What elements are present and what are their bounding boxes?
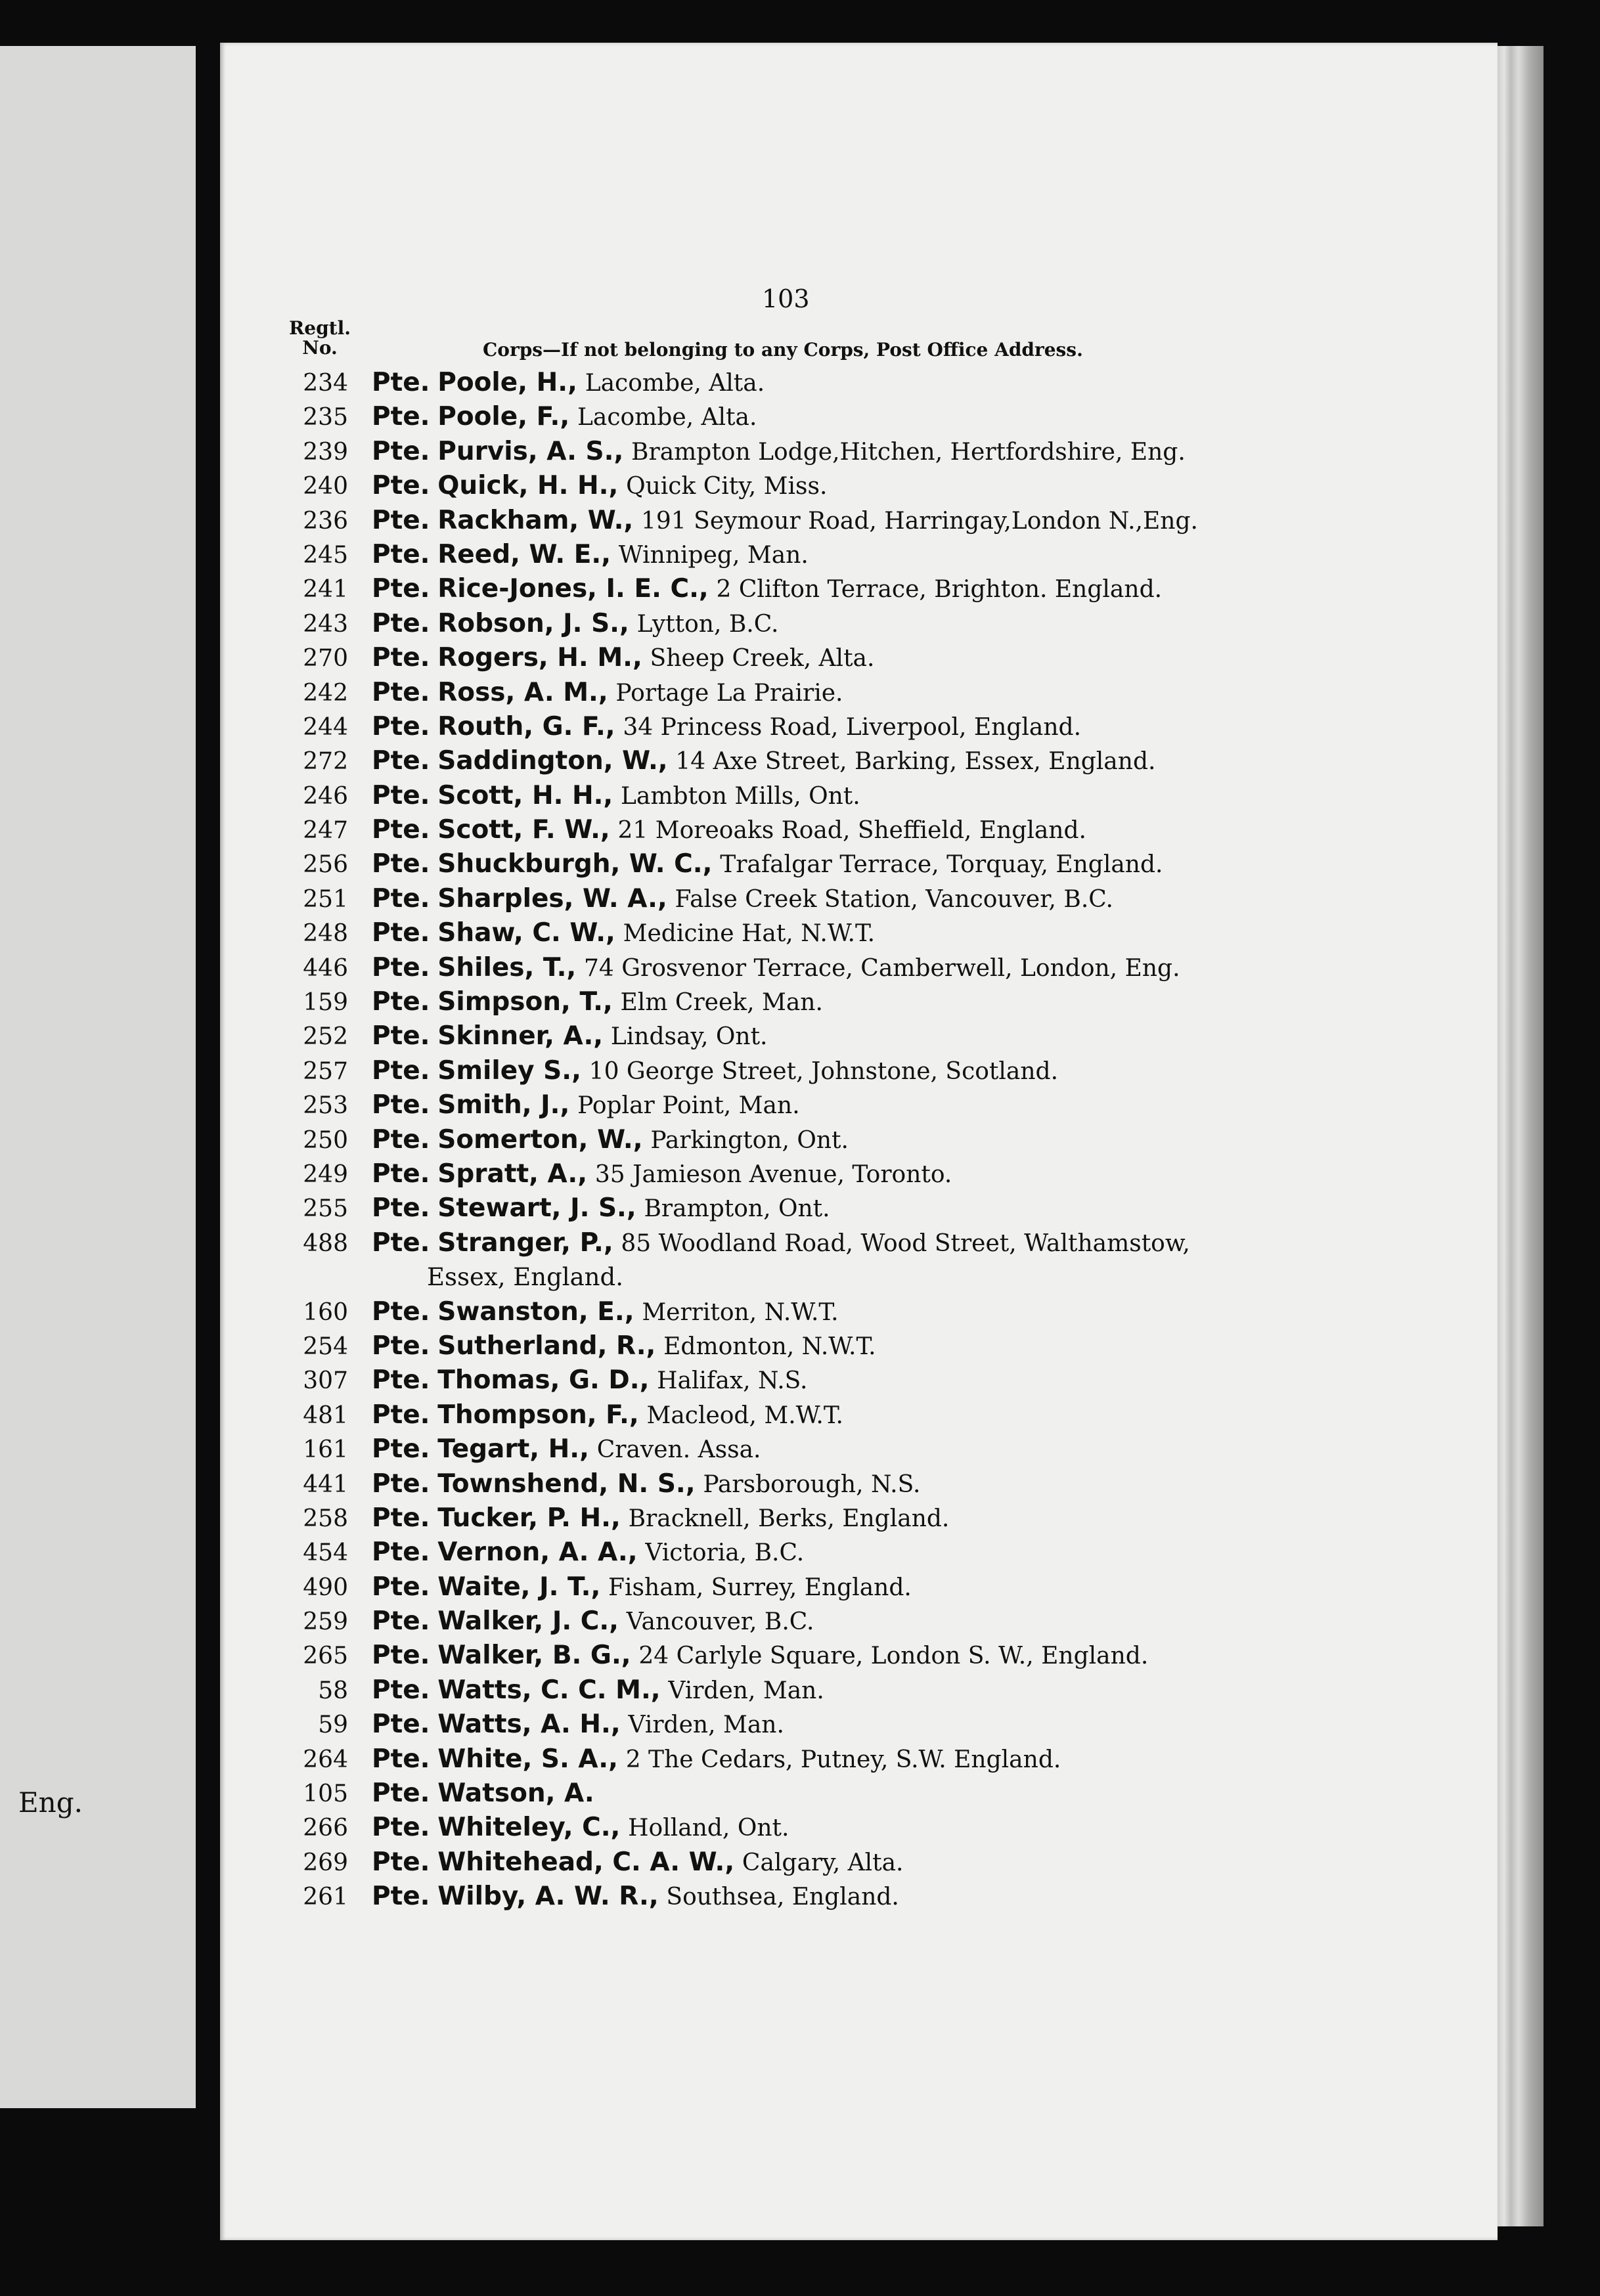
- rank: Pte.: [372, 987, 430, 1017]
- regimental-number: 490: [303, 1574, 348, 1601]
- roster-entry: [289, 1673, 1327, 1708]
- roster-entry: [289, 1019, 1327, 1053]
- entry-text: [372, 366, 765, 401]
- soldier-name: Stewart, J. S.,: [437, 1193, 636, 1224]
- regimental-number: 270: [303, 645, 348, 673]
- soldier-name: Rogers, H. M.,: [437, 643, 642, 673]
- rank: Pte.: [372, 1021, 430, 1051]
- entry-text: [372, 1570, 912, 1605]
- rank: Pte.: [372, 1572, 430, 1602]
- regimental-number: 241: [303, 576, 348, 604]
- post-office-address: 74 Grosvenor Terrace, Camberwell, London, Eng.: [584, 954, 1180, 982]
- soldier-name: Somerton, W.,: [437, 1124, 643, 1155]
- roster-entry: [289, 916, 1327, 950]
- rank: Pte.: [372, 883, 430, 914]
- regimental-number: 251: [303, 885, 348, 913]
- entry-text: [372, 1295, 839, 1330]
- roster-entry: [289, 847, 1327, 881]
- regimental-number: 256: [303, 851, 348, 879]
- entry-text: [372, 1432, 761, 1467]
- soldier-name: Reed, W. E.,: [437, 539, 611, 569]
- page-edges: [1498, 46, 1544, 2226]
- address-continuation: Essex, England.: [427, 1263, 623, 1292]
- roster-entry: [289, 1742, 1327, 1777]
- soldier-name: Swanston, E.,: [437, 1296, 634, 1327]
- entry-text: [372, 469, 827, 504]
- soldier-name: Skinner, A.,: [437, 1021, 604, 1051]
- roster-entry: [289, 1570, 1327, 1604]
- post-office-address: Brampton, Ont.: [644, 1195, 830, 1223]
- entry-text: [372, 1742, 1061, 1777]
- post-office-address: 2 Clifton Terrace, Brighton. England.: [716, 576, 1163, 604]
- regimental-number: 58: [318, 1677, 348, 1704]
- soldier-name: Sharples, W. A.,: [437, 883, 667, 914]
- soldier-name: Tegart, H.,: [437, 1434, 589, 1465]
- entry-text: [372, 1226, 1190, 1261]
- soldier-name: Stranger, P.,: [437, 1227, 613, 1258]
- entry-text: [372, 572, 1162, 607]
- rank: Pte.: [372, 1641, 430, 1671]
- rank: Pte.: [372, 1124, 430, 1155]
- regimental-number: 257: [303, 1057, 348, 1085]
- rank: Pte.: [372, 643, 430, 673]
- entry-text: [372, 1363, 808, 1398]
- post-office-address: Medicine Hat, N.W.T.: [623, 920, 876, 948]
- roster-entry: [289, 1295, 1327, 1329]
- roster-entry: [289, 1535, 1327, 1570]
- entry-text: [372, 538, 809, 573]
- soldier-name: Robson, J. S.,: [437, 608, 629, 638]
- entry-text: [372, 951, 1180, 986]
- roster-entry: [289, 607, 1327, 641]
- soldier-name: Watts, A. H.,: [437, 1710, 621, 1740]
- roster-entry: [289, 710, 1327, 744]
- rank: Pte.: [372, 815, 430, 845]
- regimental-number: 253: [303, 1092, 348, 1120]
- entry-text: [372, 676, 843, 711]
- post-office-address: Merriton, N.W.T.: [642, 1298, 839, 1326]
- entry-text: [372, 1880, 899, 1914]
- regimental-number: 242: [303, 679, 348, 707]
- regimental-number: 247: [303, 817, 348, 845]
- regimental-number: 488: [303, 1229, 348, 1257]
- regtl-heading-line2: No.: [302, 337, 338, 359]
- roster-entry: [289, 435, 1327, 469]
- soldier-name: Waite, J. T.,: [437, 1572, 601, 1602]
- regimental-number: 246: [303, 782, 348, 810]
- regimental-number: 307: [303, 1367, 348, 1395]
- roster-entry: [289, 572, 1327, 606]
- roster-entry: [289, 1191, 1327, 1225]
- roster-entry: [289, 1777, 1327, 1811]
- regtl-no-heading: [289, 319, 351, 358]
- post-office-address: Sheep Creek, Alta.: [650, 645, 875, 673]
- post-office-address: Edmonton, N.W.T.: [663, 1333, 876, 1360]
- entry-text: [372, 710, 1081, 745]
- post-office-address: 35 Jamieson Avenue, Toronto.: [594, 1160, 952, 1188]
- regimental-number: 446: [303, 954, 348, 982]
- post-office-address: Lacombe, Alta.: [585, 370, 765, 397]
- regimental-number: 252: [303, 1023, 348, 1051]
- roster-entry: [289, 1398, 1327, 1432]
- regimental-number: 481: [303, 1402, 348, 1429]
- post-office-address: Virden, Man.: [628, 1711, 784, 1739]
- regimental-number: 105: [303, 1780, 348, 1808]
- post-office-address: Lambton Mills, Ont.: [621, 782, 860, 810]
- soldier-name: Shaw, C. W.,: [437, 918, 615, 948]
- regtl-heading-line1: Regtl.: [289, 317, 351, 339]
- regimental-number: 266: [303, 1815, 348, 1842]
- rank: Pte.: [372, 574, 430, 604]
- entry-text: [372, 607, 778, 642]
- regimental-number: 249: [303, 1160, 348, 1188]
- rank: Pte.: [372, 1434, 430, 1465]
- rank: Pte.: [372, 1503, 430, 1533]
- roster-entry: [289, 744, 1327, 778]
- rank: Pte.: [372, 539, 430, 569]
- entry-text: [372, 744, 1155, 779]
- roster-entry: [289, 882, 1327, 916]
- soldier-name: Smith, J.,: [437, 1090, 570, 1120]
- regimental-number: 59: [318, 1711, 348, 1739]
- soldier-name: Poole, H.,: [437, 368, 577, 397]
- regimental-number: 265: [303, 1643, 348, 1670]
- soldier-name: Watts, C. C. M.,: [437, 1675, 661, 1705]
- rank: Pte.: [372, 1296, 430, 1327]
- entry-text: [372, 400, 757, 435]
- post-office-address: Calgary, Alta.: [742, 1849, 904, 1876]
- post-office-address: Elm Creek, Man.: [620, 989, 823, 1017]
- roster-entry: [289, 951, 1327, 985]
- rank: Pte.: [372, 1055, 430, 1086]
- rank: Pte.: [372, 1090, 430, 1120]
- soldier-name: Scott, F. W.,: [437, 815, 610, 845]
- post-office-address: Macleod, M.W.T.: [646, 1402, 843, 1429]
- regimental-number: 255: [303, 1195, 348, 1223]
- regimental-number: 254: [303, 1333, 348, 1360]
- regimental-number: 245: [303, 541, 348, 569]
- regimental-number: 159: [303, 989, 348, 1017]
- post-office-address: 24 Carlyle Square, London S. W., England.: [638, 1643, 1149, 1670]
- roster-list: [289, 366, 1327, 1914]
- page-number: 103: [762, 284, 810, 313]
- regimental-number: 269: [303, 1849, 348, 1876]
- roster-entry: [289, 1226, 1327, 1295]
- post-office-address: False Creek Station, Vancouver, B.C.: [675, 885, 1113, 913]
- rank: Pte.: [372, 436, 430, 466]
- rank: Pte.: [372, 1193, 430, 1224]
- regimental-number: 454: [303, 1539, 348, 1567]
- soldier-name: Whitehead, C. A. W.,: [437, 1847, 735, 1877]
- entry-text: [372, 1329, 876, 1364]
- post-office-address: Craven. Assa.: [596, 1436, 761, 1464]
- roster-entry: [289, 469, 1327, 503]
- soldier-name: Poole, F.,: [437, 402, 570, 432]
- soldier-name: Ross, A. M.,: [437, 677, 608, 707]
- entry-text: [372, 641, 874, 676]
- post-office-address: Lacombe, Alta.: [577, 404, 757, 431]
- soldier-name: Shiles, T.,: [437, 952, 577, 982]
- entry-text: [372, 504, 1198, 539]
- roster-entry: [289, 813, 1327, 847]
- post-office-address: Bracknell, Berks, England.: [628, 1505, 950, 1532]
- soldier-name: Shuckburgh, W. C.,: [437, 849, 713, 879]
- regimental-number: 161: [303, 1436, 348, 1464]
- entry-text: [372, 1157, 952, 1192]
- entry-text: [372, 1501, 949, 1536]
- post-office-address: 191 Seymour Road, Harringay,London N.,Eng.: [641, 507, 1198, 535]
- soldier-name: Rackham, W.,: [437, 505, 634, 535]
- entry-text: [372, 1811, 789, 1845]
- entry-text: [372, 1123, 849, 1158]
- post-office-address: Portage La Prairie.: [615, 679, 843, 707]
- soldier-name: Quick, H. H.,: [437, 471, 619, 501]
- address-column-heading: Corps—If not belonging to any Corps, Post Office Address.: [483, 339, 1083, 361]
- soldier-name: Simpson, T.,: [437, 987, 613, 1017]
- soldier-name: Rice-Jones, I. E. C.,: [437, 574, 709, 604]
- regimental-number: 235: [303, 404, 348, 431]
- regimental-number: 248: [303, 920, 348, 948]
- facing-page: [0, 46, 196, 2108]
- soldier-name: Tucker, P. H.,: [437, 1503, 621, 1533]
- soldier-name: Walker, B. G.,: [437, 1641, 631, 1671]
- regimental-number: 261: [303, 1884, 348, 1911]
- soldier-name: Townshend, N. S.,: [437, 1468, 696, 1499]
- soldier-name: Smiley S.,: [437, 1055, 581, 1086]
- roster-entry: [289, 1880, 1327, 1914]
- entry-text: [372, 1467, 920, 1502]
- post-office-address: 34 Princess Road, Liverpool, England.: [623, 713, 1082, 741]
- roster-entry: [289, 504, 1327, 538]
- rank: Pte.: [372, 952, 430, 982]
- post-office-address: Vancouver, B.C.: [626, 1608, 814, 1636]
- post-office-address: 14 Axe Street, Barking, Essex, England.: [675, 748, 1156, 776]
- roster-entry: [289, 1123, 1327, 1157]
- rank: Pte.: [372, 1331, 430, 1361]
- entry-text: [372, 985, 823, 1020]
- post-office-address: Fisham, Surrey, England.: [608, 1574, 912, 1601]
- roster-entry: [289, 985, 1327, 1019]
- entry-text: [372, 813, 1086, 848]
- entry-text: [372, 1054, 1058, 1089]
- post-office-address: Holland, Ont.: [628, 1815, 789, 1842]
- post-office-address: Poplar Point, Man.: [577, 1092, 800, 1120]
- regimental-number: 243: [303, 610, 348, 638]
- rank: Pte.: [372, 1227, 430, 1258]
- entry-text: [372, 435, 1186, 470]
- rank: Pte.: [372, 711, 430, 741]
- post-office-address: Winnipeg, Man.: [618, 541, 809, 569]
- post-office-address: Lindsay, Ont.: [610, 1023, 768, 1051]
- rank: Pte.: [372, 780, 430, 810]
- roster-entry: [289, 1639, 1327, 1673]
- post-office-address: Virden, Man.: [668, 1677, 824, 1704]
- roster-entry: [289, 1501, 1327, 1535]
- regimental-number: 239: [303, 438, 348, 466]
- entry-text: [372, 1708, 784, 1742]
- regimental-number: 259: [303, 1608, 348, 1636]
- roster-entry: [289, 641, 1327, 675]
- soldier-name: Thompson, F.,: [437, 1400, 639, 1430]
- soldier-name: Whiteley, C.,: [437, 1813, 621, 1843]
- regimental-number: 258: [303, 1505, 348, 1532]
- regimental-number: 160: [303, 1298, 348, 1326]
- regimental-number: 244: [303, 713, 348, 741]
- entry-text: [372, 1673, 824, 1708]
- post-office-address: 10 George Street, Johnstone, Scotland.: [589, 1057, 1059, 1085]
- soldier-name: Spratt, A.,: [437, 1159, 588, 1189]
- roster-entry: [289, 1604, 1327, 1639]
- post-office-address: Trafalgar Terrace, Torquay, England.: [720, 851, 1163, 879]
- post-office-address: 2 The Cedars, Putney, S.W. England.: [625, 1746, 1061, 1773]
- entry-text: [372, 1777, 594, 1811]
- regimental-number: 250: [303, 1126, 348, 1154]
- rank: Pte.: [372, 1813, 430, 1843]
- post-office-address: Parkington, Ont.: [650, 1126, 849, 1154]
- rank: Pte.: [372, 746, 430, 776]
- soldier-name: Scott, H. H.,: [437, 780, 613, 810]
- regimental-number: 240: [303, 473, 348, 500]
- post-office-address: Parsborough, N.S.: [703, 1470, 921, 1498]
- entry-text: [372, 1535, 804, 1570]
- roster-entry: [289, 779, 1327, 813]
- entry-text: [372, 1191, 830, 1226]
- rank: Pte.: [372, 1537, 430, 1568]
- roster-entry: [289, 1088, 1327, 1122]
- roster-entry: [289, 1811, 1327, 1845]
- regimental-number: 236: [303, 507, 348, 535]
- roster-entry: [289, 676, 1327, 710]
- rank: Pte.: [372, 1468, 430, 1499]
- entry-text: [372, 847, 1163, 882]
- rank: Pte.: [372, 608, 430, 638]
- roster-entry: [289, 366, 1327, 400]
- post-office-address: 21 Moreoaks Road, Sheffield, England.: [617, 817, 1086, 845]
- rank: Pte.: [372, 1606, 430, 1637]
- rank: Pte.: [372, 918, 430, 948]
- rank: Pte.: [372, 368, 430, 397]
- post-office-address: Brampton Lodge,Hitchen, Hertfordshire, Eng.: [631, 438, 1186, 466]
- rank: Pte.: [372, 1847, 430, 1877]
- soldier-name: Walker, J. C.,: [437, 1606, 619, 1637]
- soldier-name: Routh, G. F.,: [437, 711, 615, 741]
- rank: Pte.: [372, 1365, 430, 1396]
- entry-text: [372, 1845, 903, 1880]
- entry-text: [372, 916, 875, 951]
- roster-entry: [289, 1432, 1327, 1467]
- entry-text: [372, 1088, 800, 1123]
- soldier-name: White, S. A.,: [437, 1744, 618, 1774]
- soldier-name: Wilby, A. W. R.,: [437, 1882, 659, 1912]
- roster-entry: [289, 1467, 1327, 1501]
- rank: Pte.: [372, 1400, 430, 1430]
- rank: Pte.: [372, 1710, 430, 1740]
- soldier-name: Saddington, W.,: [437, 746, 668, 776]
- entry-text: [372, 1019, 767, 1054]
- rank: Pte.: [372, 1675, 430, 1705]
- roster-entry: [289, 1708, 1327, 1742]
- roster-entry: [289, 1157, 1327, 1191]
- post-office-address: 85 Woodland Road, Wood Street, Walthamstow,: [621, 1229, 1190, 1257]
- rank: Pte.: [372, 1744, 430, 1774]
- entry-text: [372, 882, 1113, 917]
- post-office-address: Halifax, N.S.: [657, 1367, 808, 1395]
- regimental-number: 234: [303, 370, 348, 397]
- rank: Pte.: [372, 849, 430, 879]
- regimental-number: 264: [303, 1746, 348, 1773]
- roster-entry: [289, 1845, 1327, 1880]
- entry-text: [372, 779, 860, 814]
- rank: Pte.: [372, 402, 430, 432]
- post-office-address: Victoria, B.C.: [645, 1539, 805, 1567]
- post-office-address: Lytton, B.C.: [636, 610, 779, 638]
- roster-entry: [289, 1054, 1327, 1088]
- entry-text: [372, 1398, 843, 1433]
- entry-text: [372, 1639, 1148, 1673]
- rank: Pte.: [372, 471, 430, 501]
- rank: Pte.: [372, 1159, 430, 1189]
- soldier-name: Watson, A.: [437, 1778, 594, 1809]
- soldier-name: Sutherland, R.,: [437, 1331, 656, 1361]
- post-office-address: Southsea, England.: [666, 1884, 899, 1911]
- facing-page-text-fragment: Eng.: [18, 1786, 83, 1819]
- roster-entry: [289, 1329, 1327, 1363]
- roster-entry: [289, 538, 1327, 572]
- soldier-name: Vernon, A. A.,: [437, 1537, 638, 1568]
- regimental-number: 441: [303, 1470, 348, 1498]
- entry-text: [372, 1604, 814, 1639]
- rank: Pte.: [372, 505, 430, 535]
- post-office-address: Quick City, Miss.: [626, 473, 828, 500]
- rank: Pte.: [372, 1882, 430, 1912]
- rank: Pte.: [372, 677, 430, 707]
- soldier-name: Purvis, A. S.,: [437, 436, 624, 466]
- soldier-name: Thomas, G. D.,: [437, 1365, 650, 1396]
- roster-entry: [289, 1363, 1327, 1398]
- rank: Pte.: [372, 1778, 430, 1809]
- roster-entry: [289, 400, 1327, 434]
- regimental-number: 272: [303, 748, 348, 776]
